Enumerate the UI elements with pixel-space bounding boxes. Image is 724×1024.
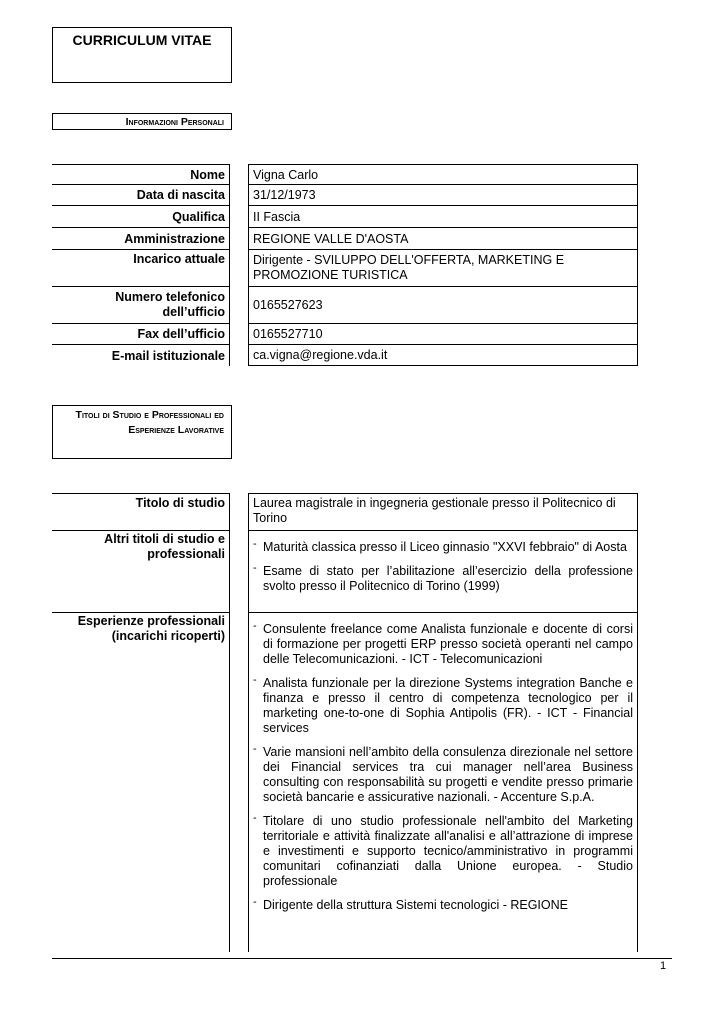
- value-data-nascita: 31/12/1973: [248, 184, 638, 205]
- section-personal-label: Informazioni Personali: [125, 116, 224, 128]
- list-item: - Esame di stato per l’abilitazione all’esercizio della professione svolto presso il Politecnico di Torino (1999): [253, 564, 633, 594]
- list-item: - Dirigente della struttura Sistemi tecnologici - REGIONE: [253, 898, 633, 913]
- label-altri-titoli: Altri titoli di studio e professionali: [52, 530, 230, 612]
- table-row: [52, 286, 638, 323]
- table-row: [52, 530, 638, 612]
- personal-info-table: [52, 164, 638, 366]
- table-row: [52, 344, 638, 366]
- altri-titoli-list: [253, 540, 633, 594]
- label-incarico: Incarico attuale: [52, 249, 230, 286]
- list-item: - Titolare di uno studio professionale nell'ambito del Marketing territoriale e attività finalizzate all'analisi e all’attrazione di imprese e investimenti e supporto tecnico/amministrativo in programmi comunitari cofinanziati dalla Unione europea. - Studio professionale: [253, 814, 633, 889]
- value-incarico: Dirigente - SVILUPPO DELL'OFFERTA, MARKETING E PROMOZIONE TURISTICA: [248, 249, 638, 286]
- label-fax: Fax dell’ufficio: [52, 323, 230, 344]
- label-data-nascita: Data di nascita: [52, 184, 230, 205]
- table-row: [52, 612, 638, 952]
- label-amministrazione: Amministrazione: [52, 227, 230, 249]
- table-row: [52, 164, 638, 184]
- label-nome: Nome: [52, 164, 230, 184]
- page-number: 1: [660, 960, 667, 972]
- studies-table: [52, 493, 638, 952]
- section-titles-header: [52, 405, 232, 459]
- cv-title-box: [52, 27, 232, 83]
- value-nome: Vigna Carlo: [248, 164, 638, 184]
- table-row: [52, 249, 638, 286]
- label-email: E-mail istituzionale: [52, 344, 230, 366]
- label-qualifica: Qualifica: [52, 205, 230, 227]
- section-titles-label: Titoli di Studio e Professionali ed Esperienze Lavorative: [75, 409, 224, 436]
- table-row: [52, 493, 638, 530]
- label-esperienze: Esperienze professionali (incarichi ricoperti): [52, 612, 230, 952]
- table-row: [52, 227, 638, 249]
- table-row: [52, 205, 638, 227]
- cv-title: CURRICULUM VITAE: [72, 32, 212, 48]
- value-fax: 0165527710: [248, 323, 638, 344]
- list-item: - Varie mansioni nell’ambito della consulenza direzionale nel settore dei Financial services tra cui manager nell’area Business consulting con responsabilità su progetti e vendite presso primarie società bancarie e assicurative nazionali. - Accenture S.p.A.: [253, 745, 633, 805]
- value-qualifica: II Fascia: [248, 205, 638, 227]
- table-row: [52, 184, 638, 205]
- footer-divider: [52, 958, 672, 959]
- label-titolo-studio: Titolo di studio: [52, 493, 230, 530]
- value-amministrazione: REGIONE VALLE D'AOSTA: [248, 227, 638, 249]
- value-telefono: 0165527623: [248, 286, 638, 323]
- esperienze-list: [253, 622, 633, 913]
- value-email: ca.vigna@regione.vda.it: [248, 344, 638, 366]
- label-telefono: Numero telefonico dell’ufficio: [52, 286, 230, 323]
- list-item: - Analista funzionale per la direzione Systems integration Banche e finanza e presso il centro di competenza tecnologico per il marketing one-to-one di Sophia Antipolis (FR). - ICT - Financial services: [253, 676, 633, 736]
- table-row: [52, 323, 638, 344]
- value-titolo-studio: Laurea magistrale in ingegneria gestionale presso il Politecnico di Torino: [248, 493, 638, 530]
- section-personal-header: [52, 113, 232, 130]
- list-item: - Consulente freelance come Analista funzionale e docente di corsi di formazione per progetti ERP presso società operanti nel campo delle Telecomunicazioni. - ICT - Telecomunicazioni: [253, 622, 633, 667]
- list-item: - Maturità classica presso il Liceo ginnasio "XXVI febbraio" di Aosta: [253, 540, 633, 555]
